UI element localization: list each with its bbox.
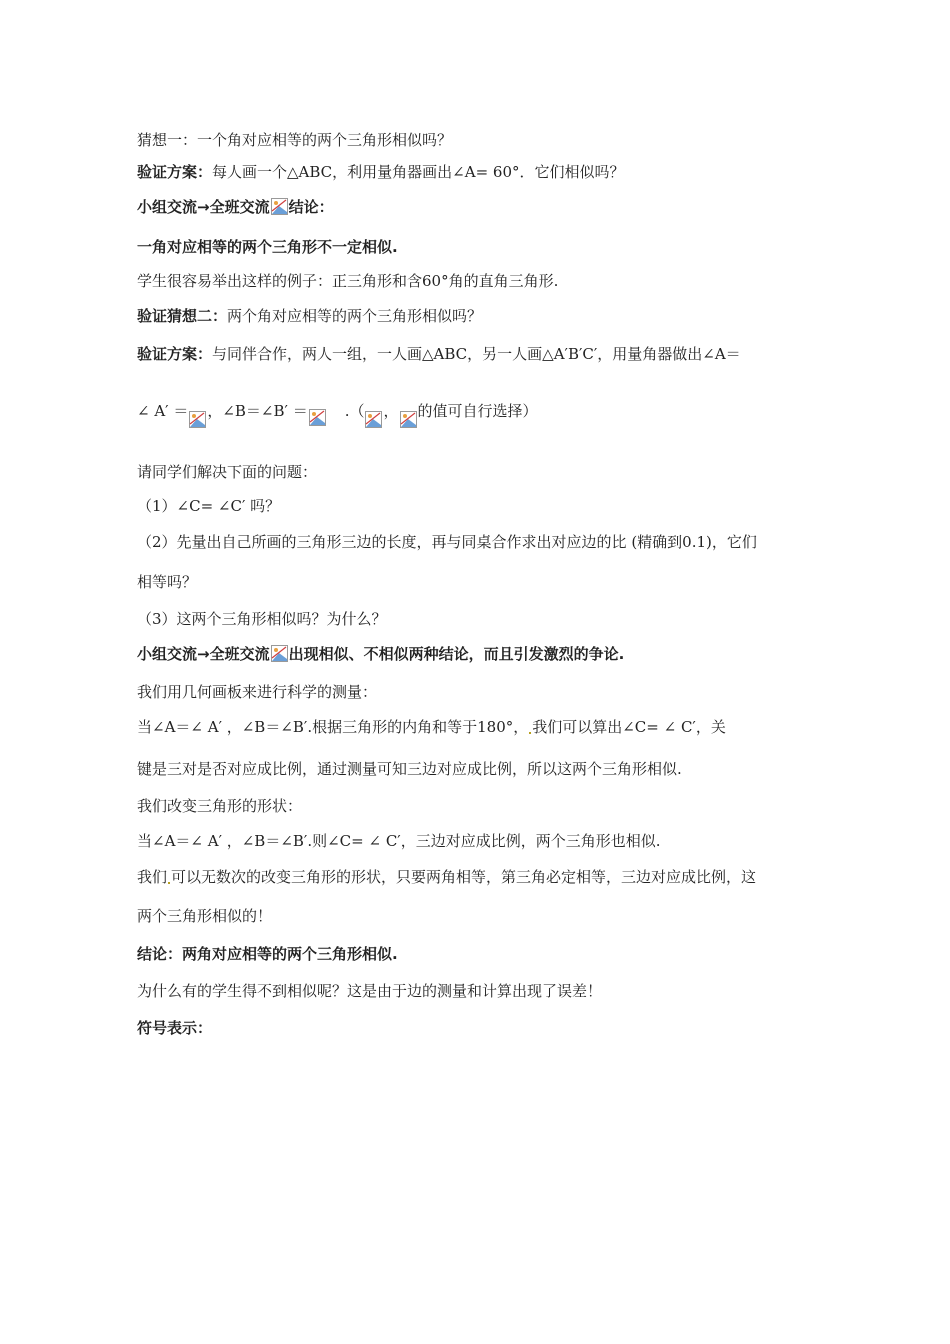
question-1: （1）∠C= ∠C′ 吗？ (137, 497, 281, 515)
infinite-change-cont: 两个三角形相似的！ (137, 907, 273, 925)
error-explanation: 为什么有的学生得不到相似呢？这是由于边的测量和计算出现了误差！ (137, 982, 603, 1000)
angle-b-text: ，∠B＝∠B′ ＝ (207, 402, 308, 420)
verify-plan-label: 验证方案： (137, 163, 213, 181)
debate-text: 出现相似、不相似两种结论，而且引发激烈的争论. (288, 645, 625, 663)
conclusion-label: 结论： (288, 198, 334, 216)
broken-image-icon (189, 411, 206, 428)
group-exchange-text-2: 小组交流→全班交流 (137, 645, 270, 663)
verify-conjecture-two-label: 验证猜想二： (137, 307, 228, 325)
broken-image-icon (400, 411, 417, 428)
symbol-notation: 符号表示： (137, 1019, 213, 1037)
mark-dot (168, 882, 170, 884)
verify-conjecture-two-text: 两个角对应相等的两个三角形相似吗？ (227, 307, 483, 325)
group-exchange-1 (137, 196, 334, 218)
measurement-line-2: 键是三对是否对应成比例，通过测量可知三边对应成比例，所以这两个三角形相似. (137, 760, 682, 778)
verify-plan-label-2: 验证方案： (137, 345, 213, 363)
broken-image-icon (365, 411, 382, 428)
comma-text: ， (383, 402, 399, 420)
verify-plan-text-2: 与同伴合作，两人一组，一人画△ABC，另一人画△A′B′C′，用量角器做出∠A＝ (212, 345, 741, 363)
measurement-line-1 (137, 716, 726, 738)
angle-a-text: ∠ A′ ＝ (137, 402, 189, 420)
measurement-text-a: 当∠A＝∠ A′ ，∠B＝∠B′.根据三角形的内角和等于180°， (137, 718, 529, 736)
mark-dot (529, 732, 531, 734)
angle-equation-line (137, 400, 538, 428)
broken-image-icon (309, 409, 326, 426)
change-shape-intro: 我们改变三角形的形状： (137, 797, 303, 815)
verify-conjecture-two (137, 305, 482, 327)
broken-image-icon (271, 645, 288, 662)
question-2: （2）先量出自己所画的三角形三边的长度，再与同桌合作求出对应边的比 (精确到0.1)，它们 (137, 533, 757, 551)
conclusion-two: 结论：两角对应相等的两个三角形相似. (137, 945, 398, 963)
solve-prompt: 请同学们解决下面的问题： (137, 463, 318, 481)
paren-open-text: .（ (344, 402, 365, 420)
measurement-text-b: 我们可以算出∠C= ∠ C′，关 (532, 718, 726, 736)
verify-plan-text: 每人画一个△ABC，利用量角器画出∠A= 60°．它们相似吗？ (212, 163, 625, 181)
infinite-change-a: 我们 (137, 868, 168, 886)
verify-plan-1 (137, 161, 625, 183)
infinite-change-line (137, 866, 756, 888)
change-shape-result: 当∠A＝∠ A′ ，∠B＝∠B′.则∠C= ∠ C′，三边对应成比例，两个三角形也相似. (137, 832, 661, 850)
example-text: 学生很容易举出这样的例子：正三角形和含60°角的直角三角形. (137, 272, 559, 290)
group-exchange-2 (137, 643, 624, 665)
question-2-cont: 相等吗？ (137, 573, 198, 591)
verify-plan-2 (137, 343, 741, 365)
geometry-sketchpad-intro: 我们用几何画板来进行科学的测量： (137, 683, 378, 701)
infinite-change-b: 可以无数次的改变三角形的形状，只要两角相等，第三角必定相等，三边对应成比例，这 (171, 868, 757, 886)
question-3: （3）这两个三角形相似吗？为什么？ (137, 610, 387, 628)
broken-image-icon (271, 198, 288, 215)
free-choice-text: 的值可自行选择） (417, 402, 538, 420)
conclusion-one: 一角对应相等的两个三角形不一定相似. (137, 238, 398, 256)
group-exchange-text: 小组交流→全班交流 (137, 198, 270, 216)
conjecture-one: 猜想一：一个角对应相等的两个三角形相似吗？ (137, 131, 453, 149)
